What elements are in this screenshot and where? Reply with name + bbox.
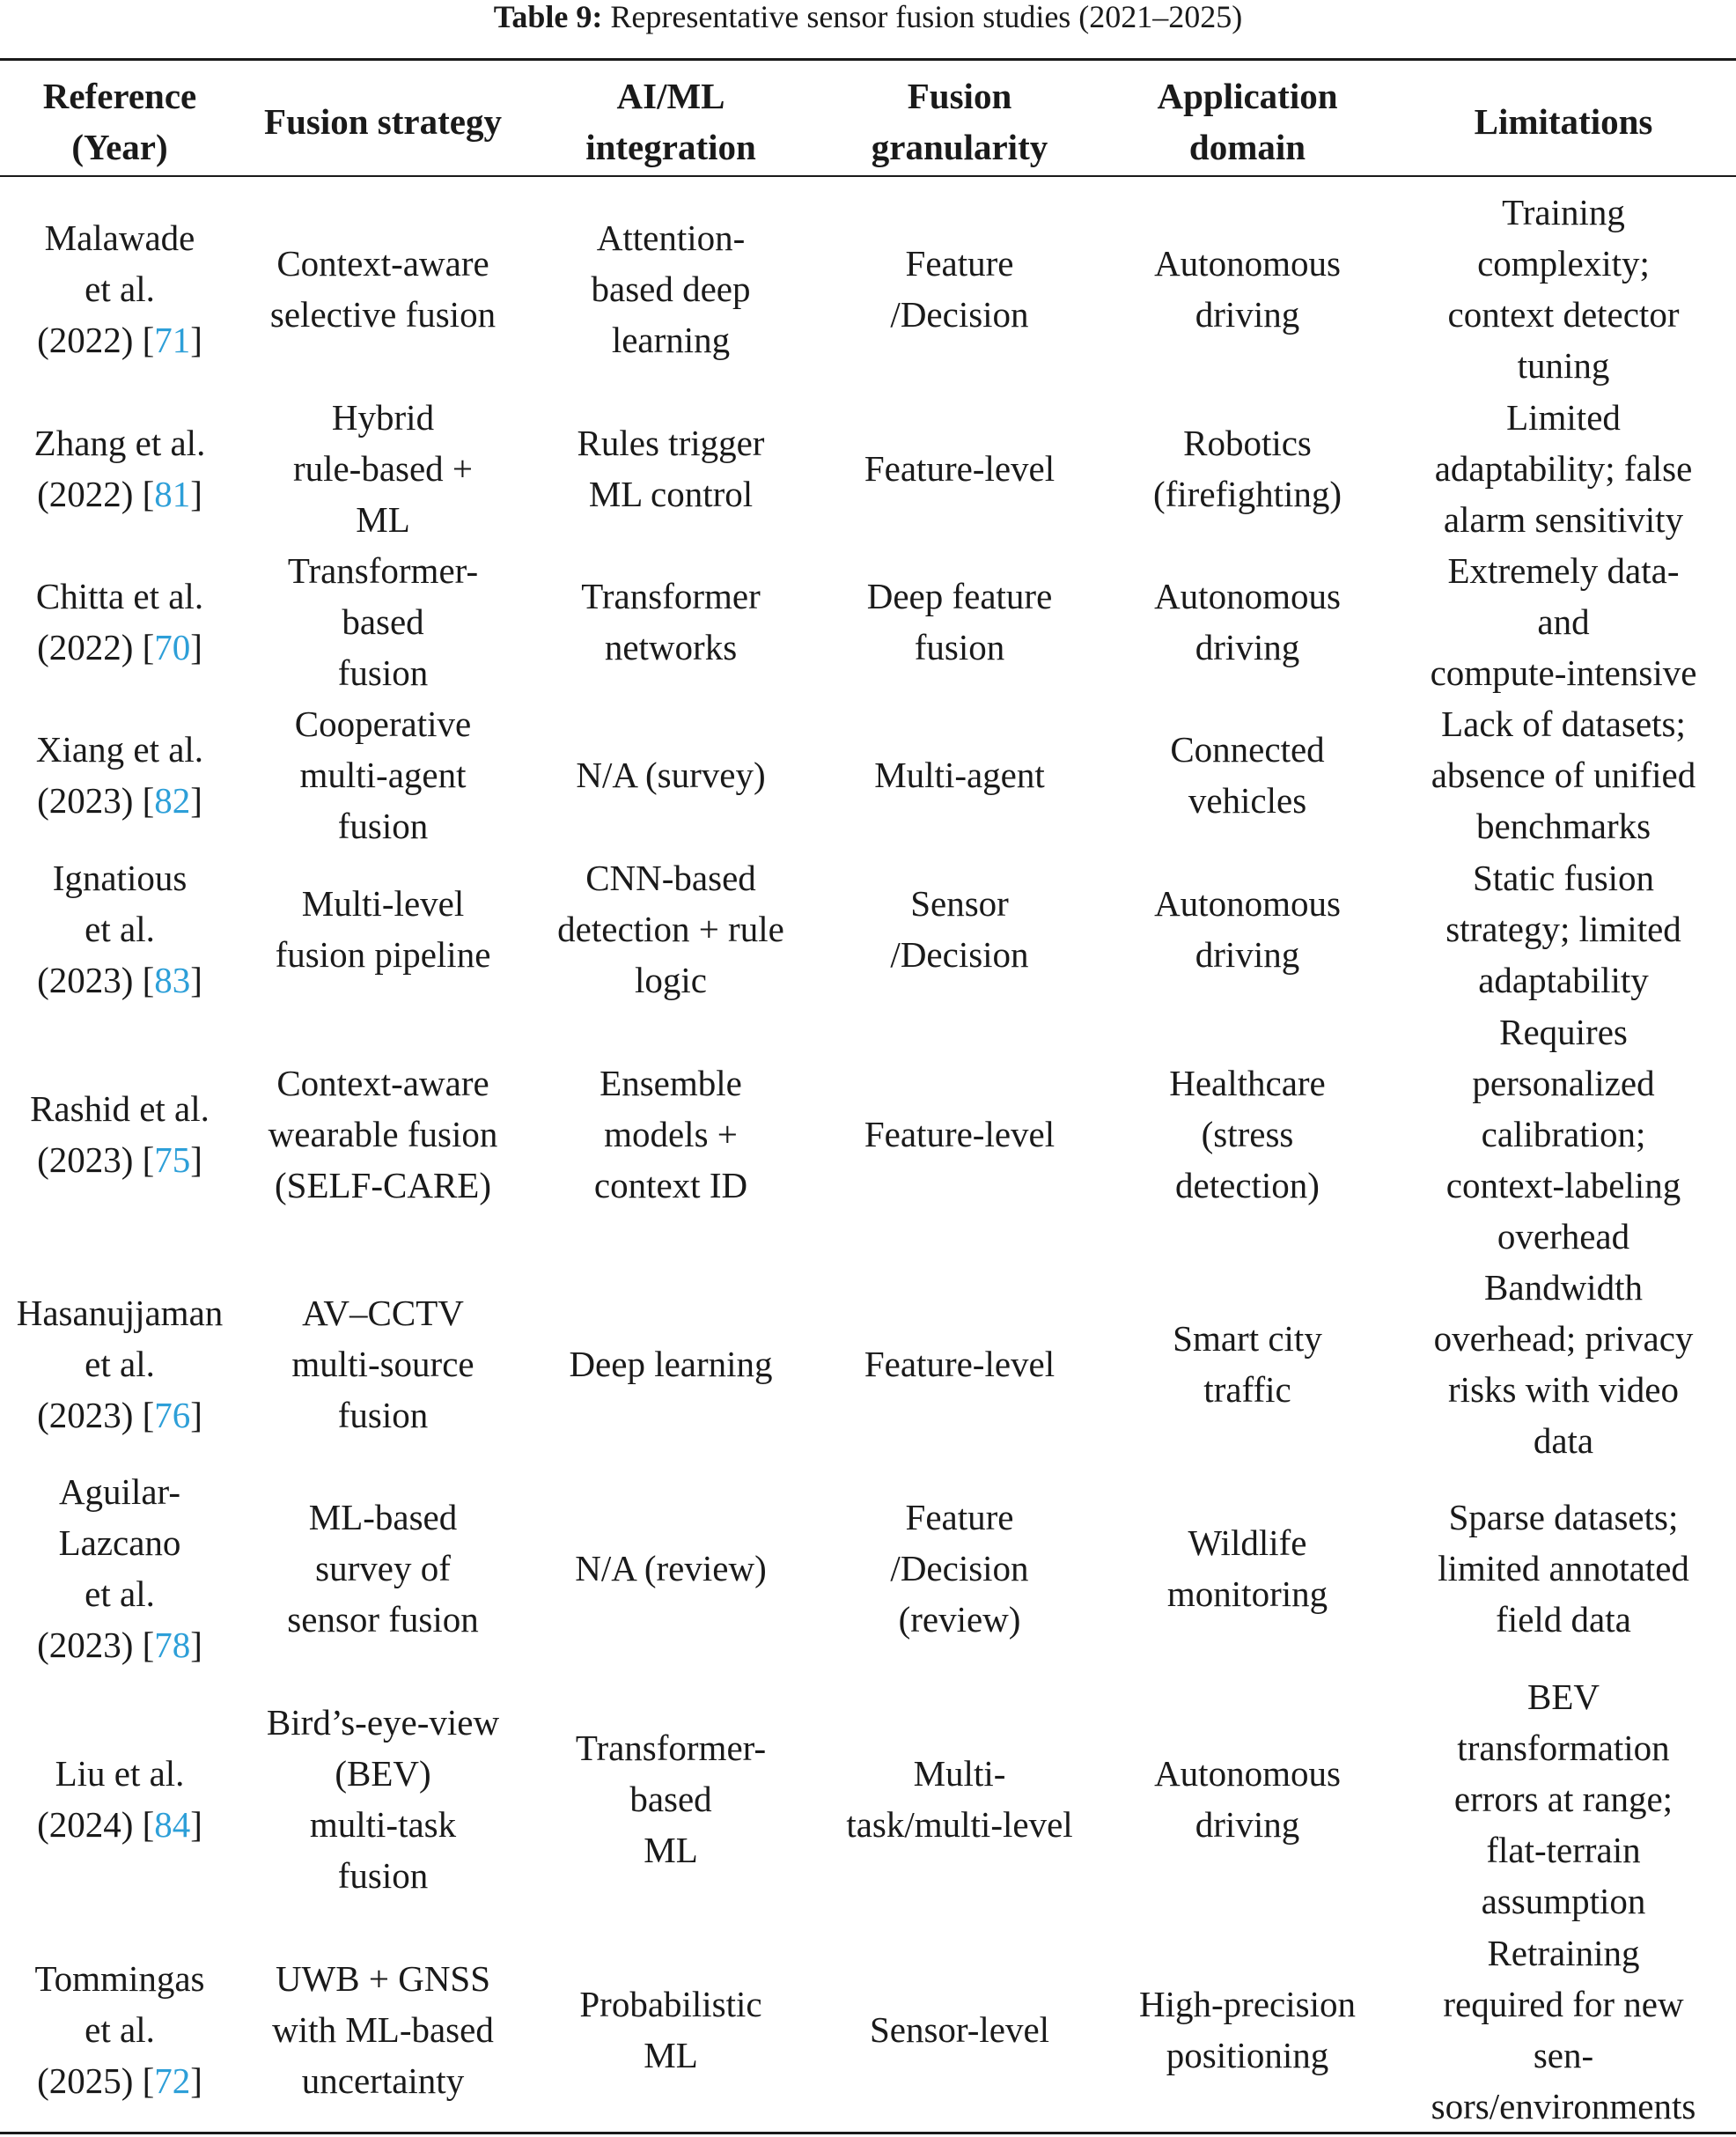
header-fusion-strategy: Fusion strategy xyxy=(264,100,502,142)
cell-line: driving xyxy=(1195,934,1300,975)
cell-line: monitoring xyxy=(1166,1573,1328,1614)
cell-line: (SELF-CARE) xyxy=(275,1165,491,1205)
cell-line: Lazcano xyxy=(58,1522,181,1563)
cell-line: fusion xyxy=(337,1855,429,1896)
cell-application-domain xyxy=(1104,1927,1391,2132)
cell-limitations xyxy=(1391,1262,1736,1466)
cell-line: N/A (review) xyxy=(575,1548,767,1588)
cell-application-domain xyxy=(1104,1006,1391,1262)
cell-line: Retraining xyxy=(1487,1933,1640,1973)
cell-line: /Decision xyxy=(890,1548,1029,1588)
cell-limitations xyxy=(1391,851,1736,1006)
cell-limitations xyxy=(1391,1927,1736,2132)
cell-line: adaptability xyxy=(1478,960,1649,1000)
cell-line: sensor fusion xyxy=(287,1599,479,1640)
cell-line: Robotics xyxy=(1183,423,1312,463)
cell-line: Requires xyxy=(1499,1012,1628,1052)
cell-limitations xyxy=(1391,698,1736,851)
cell-line: and xyxy=(1537,601,1590,642)
cell-line: overhead; privacy xyxy=(1433,1318,1694,1359)
cell-line: tuning xyxy=(1517,345,1610,386)
cell-line: Feature xyxy=(905,1497,1014,1537)
cell-fusion-granularity xyxy=(815,545,1104,698)
year-label: (2023) [ xyxy=(37,1625,155,1665)
cell-line: Feature xyxy=(905,243,1014,284)
cell-line: Training xyxy=(1502,192,1625,232)
cell-line: context detector xyxy=(1447,294,1680,335)
cell-line: Probabilistic xyxy=(579,1984,762,2024)
citation-bracket: ] xyxy=(190,780,202,821)
cell-reference xyxy=(0,698,239,851)
cell-reference xyxy=(0,392,239,545)
citation-link[interactable]: 81 xyxy=(154,474,191,514)
cell-fusion-strategy xyxy=(239,186,526,392)
cell-reference xyxy=(0,851,239,1006)
cell-line: Feature-level xyxy=(864,1344,1056,1384)
cell-line: Healthcare xyxy=(1169,1063,1326,1103)
cell-line: fusion xyxy=(337,806,429,846)
table-header xyxy=(0,67,1736,175)
cell-fusion-granularity xyxy=(815,392,1104,545)
cell-line: fusion xyxy=(914,627,1005,667)
cell-line: /Decision xyxy=(890,934,1029,975)
cell-line: Cooperative xyxy=(294,704,472,744)
cell-line: Extremely data- xyxy=(1447,550,1680,591)
cell-limitations xyxy=(1391,186,1736,392)
cell-line: (stress xyxy=(1201,1114,1294,1154)
cell-line: Xiang et al. xyxy=(35,729,204,770)
cell-line: Hasanujjaman xyxy=(16,1293,224,1333)
cell-line: et al. xyxy=(85,1344,155,1384)
cell-line: errors at range; xyxy=(1453,1779,1673,1819)
cell-line: Malawade xyxy=(44,217,195,258)
cell-line: Ensemble xyxy=(600,1063,742,1103)
cell-line: Bandwidth xyxy=(1484,1267,1643,1308)
cell-line: detection + rule xyxy=(557,909,784,949)
cell-reference xyxy=(0,1670,239,1927)
cell-line: traffic xyxy=(1203,1369,1291,1410)
cell-line: Chitta et al. xyxy=(35,576,204,616)
cell-line: learning xyxy=(611,320,731,360)
cell-line: et al. xyxy=(85,1573,155,1614)
citation-link[interactable]: 82 xyxy=(154,780,191,821)
cell-fusion-granularity xyxy=(815,1262,1104,1466)
cell-line: ML xyxy=(356,499,410,540)
cell-line: Multi- xyxy=(913,1753,1006,1794)
cell-aiml-integration xyxy=(526,1262,815,1466)
cell-line: detection) xyxy=(1175,1165,1320,1205)
cell-line: multi-source xyxy=(291,1344,474,1384)
cell-application-domain xyxy=(1104,392,1391,545)
cell-line: based xyxy=(342,601,424,642)
cell-line: ML-based xyxy=(308,1497,458,1537)
citation-link[interactable]: 84 xyxy=(154,1804,191,1845)
cell-application-domain xyxy=(1104,186,1391,392)
cell-line: Context-aware xyxy=(276,243,489,284)
cell-line: driving xyxy=(1195,627,1300,667)
cell-line: et al. xyxy=(85,2009,155,2050)
cell-fusion-granularity xyxy=(815,1670,1104,1927)
cell-line: uncertainty xyxy=(301,2060,465,2101)
cell-aiml-integration xyxy=(526,1006,815,1262)
cell-line: rule-based + xyxy=(292,448,474,489)
citation-bracket: ] xyxy=(190,960,202,1000)
cell-application-domain xyxy=(1104,1262,1391,1466)
citation-link[interactable]: 76 xyxy=(154,1395,191,1435)
cell-reference xyxy=(0,1927,239,2132)
cell-line: benchmarks xyxy=(1475,806,1651,846)
cell-reference xyxy=(0,1006,239,1262)
citation-link[interactable]: 75 xyxy=(154,1139,191,1180)
cell-line: transformation xyxy=(1457,1728,1670,1768)
cell-fusion-granularity xyxy=(815,1006,1104,1262)
cell-aiml-integration xyxy=(526,1466,815,1670)
cell-line: strategy; limited xyxy=(1445,909,1681,949)
citation-bracket: ] xyxy=(190,1395,202,1435)
cell-fusion-granularity xyxy=(815,698,1104,851)
cell-aiml-integration xyxy=(526,1670,815,1927)
cell-line: Context-aware xyxy=(276,1063,489,1103)
cell-limitations xyxy=(1391,392,1736,545)
cell-application-domain xyxy=(1104,1466,1391,1670)
year-label: (2022) [ xyxy=(37,320,155,360)
cell-line: overhead xyxy=(1497,1216,1630,1256)
cell-line: Ignatious xyxy=(52,858,188,898)
citation-bracket: ] xyxy=(190,320,202,360)
cell-line: Sensor-level xyxy=(869,2009,1050,2050)
citation-bracket: ] xyxy=(190,627,202,667)
cell-aiml-integration xyxy=(526,851,815,1006)
cell-line: calibration; xyxy=(1481,1114,1646,1154)
table-row xyxy=(0,392,1736,545)
cell-line: et al. xyxy=(85,269,155,309)
cell-line: multi-task xyxy=(309,1804,457,1845)
cell-line: assumption xyxy=(1481,1881,1646,1921)
cell-line: fusion xyxy=(337,1395,429,1435)
cell-line: et al. xyxy=(85,909,155,949)
cell-line: sors/environments xyxy=(1431,2086,1696,2126)
table-row xyxy=(0,1006,1736,1262)
cell-aiml-integration xyxy=(526,1927,815,2132)
cell-line: compute-intensive xyxy=(1430,652,1697,693)
table-row xyxy=(0,1927,1736,2132)
cell-fusion-strategy xyxy=(239,392,526,545)
cell-line: based deep xyxy=(591,269,751,309)
cell-fusion-granularity xyxy=(815,1466,1104,1670)
table-row xyxy=(0,545,1736,698)
top-rule xyxy=(0,58,1736,61)
cell-line: driving xyxy=(1195,294,1300,335)
citation-link[interactable]: 72 xyxy=(154,2060,191,2101)
cell-line: Tommingas xyxy=(34,1958,205,1999)
cell-line: Liu et al. xyxy=(55,1753,185,1794)
cell-line: Bird’s-eye-view xyxy=(266,1702,500,1743)
table-row xyxy=(0,1466,1736,1670)
cell-line: /Decision xyxy=(890,294,1029,335)
cell-line: Autonomous xyxy=(1154,243,1341,284)
cell-line: alarm sensitivity xyxy=(1443,499,1684,540)
cell-line: Autonomous xyxy=(1154,883,1341,924)
cell-application-domain xyxy=(1104,851,1391,1006)
header-fusion-granularity: Fusion granularity xyxy=(871,75,1048,167)
cell-line: driving xyxy=(1195,1804,1300,1845)
cell-line: N/A (survey) xyxy=(576,755,766,795)
citation-bracket: ] xyxy=(190,474,202,514)
cell-line: ML control xyxy=(588,474,754,514)
year-label: (2023) [ xyxy=(37,780,155,821)
cell-line: networks xyxy=(604,627,738,667)
caption-text: Representative sensor fusion studies (2021–2025) xyxy=(602,0,1243,34)
citation-bracket: ] xyxy=(190,1139,202,1180)
table-row xyxy=(0,1262,1736,1466)
cell-line: survey of xyxy=(315,1548,451,1588)
year-label: (2024) [ xyxy=(37,1804,155,1845)
cell-line: models + xyxy=(604,1114,738,1154)
cell-line: vehicles xyxy=(1188,780,1307,821)
cell-line: Smart city xyxy=(1173,1318,1322,1359)
cell-application-domain xyxy=(1104,698,1391,851)
cell-line: Rashid et al. xyxy=(30,1088,210,1129)
cell-line: Wildlife xyxy=(1188,1522,1307,1563)
citation-link[interactable]: 70 xyxy=(154,627,191,667)
table-body xyxy=(0,186,1736,2132)
cell-line: task/multi-level xyxy=(846,1804,1073,1845)
cell-line: Transformer- xyxy=(287,550,479,591)
cell-application-domain xyxy=(1104,1670,1391,1927)
cell-line: complexity; xyxy=(1477,243,1650,284)
cell-line: fusion xyxy=(337,652,429,693)
cell-line: Deep learning xyxy=(569,1344,773,1384)
cell-line: Multi-agent xyxy=(874,755,1045,795)
cell-line: Attention- xyxy=(596,217,746,258)
year-label: (2022) [ xyxy=(37,474,155,514)
cell-fusion-strategy xyxy=(239,1262,526,1466)
cell-line: Aguilar- xyxy=(58,1471,181,1512)
cell-line: Sparse datasets; xyxy=(1448,1497,1679,1537)
caption-label: Table 9: xyxy=(493,0,603,34)
cell-line: logic xyxy=(635,960,707,1000)
cell-line: based xyxy=(629,1779,712,1819)
cell-line: AV–CCTV xyxy=(302,1293,464,1333)
cell-line: required for new xyxy=(1443,1984,1684,2024)
cell-line: data xyxy=(1533,1420,1594,1461)
cell-aiml-integration xyxy=(526,545,815,698)
year-label: (2022) [ xyxy=(37,627,155,667)
cell-fusion-granularity xyxy=(815,186,1104,392)
cell-line: Connected xyxy=(1170,729,1325,770)
cell-line: Autonomous xyxy=(1154,1753,1341,1794)
table-row xyxy=(0,1670,1736,1927)
cell-line: field data xyxy=(1496,1599,1631,1640)
year-label: (2025) [ xyxy=(37,2060,155,2101)
cell-fusion-granularity xyxy=(815,1927,1104,2132)
cell-line: Sensor xyxy=(910,883,1009,924)
cell-line: Autonomous xyxy=(1154,576,1341,616)
cell-fusion-strategy xyxy=(239,1466,526,1670)
cell-line: BEV xyxy=(1527,1676,1600,1717)
year-label: (2023) [ xyxy=(37,1395,155,1435)
cell-line: context-labeling xyxy=(1445,1165,1681,1205)
citation-bracket: ] xyxy=(190,1804,202,1845)
cell-line: with ML-based xyxy=(272,2009,494,2050)
cell-line: risks with video xyxy=(1448,1369,1679,1410)
header-aiml-integration: AI/ML integration xyxy=(585,75,756,167)
cell-line: ML xyxy=(644,1830,698,1870)
citation-link[interactable]: 78 xyxy=(154,1625,191,1665)
cell-line: Static fusion xyxy=(1472,858,1655,898)
cell-aiml-integration xyxy=(526,186,815,392)
cell-limitations xyxy=(1391,1670,1736,1927)
cell-line: sen- xyxy=(1533,2035,1594,2075)
cell-line: fusion pipeline xyxy=(275,934,491,975)
cell-line: adaptability; false xyxy=(1434,448,1693,489)
cell-line: (BEV) xyxy=(335,1753,431,1794)
table-row xyxy=(0,186,1736,392)
cell-fusion-strategy xyxy=(239,545,526,698)
cell-aiml-integration xyxy=(526,392,815,545)
cell-line: CNN-based xyxy=(585,858,756,898)
cell-line: Transformer xyxy=(581,576,761,616)
cell-line: Feature-level xyxy=(864,448,1056,489)
cell-fusion-strategy xyxy=(239,698,526,851)
bottom-rule xyxy=(0,2132,1736,2134)
header-limitations: Limitations xyxy=(1474,100,1653,142)
header-reference: Reference (Year) xyxy=(42,75,197,167)
table-row xyxy=(0,698,1736,851)
cell-limitations xyxy=(1391,1006,1736,1262)
cell-reference xyxy=(0,1262,239,1466)
citation-bracket: ] xyxy=(190,1625,202,1665)
cell-line: Zhang et al. xyxy=(33,423,206,463)
header-application-domain: Application domain xyxy=(1157,75,1338,167)
cell-fusion-granularity xyxy=(815,851,1104,1006)
cell-line: UWB + GNSS xyxy=(275,1958,491,1999)
cell-line: Transformer- xyxy=(575,1728,767,1768)
table-row xyxy=(0,851,1736,1006)
cell-reference xyxy=(0,545,239,698)
cell-fusion-strategy xyxy=(239,1927,526,2132)
cell-line: (review) xyxy=(898,1599,1021,1640)
cell-line: Lack of datasets; xyxy=(1441,704,1686,744)
cell-line: context ID xyxy=(593,1165,748,1205)
cell-reference xyxy=(0,186,239,392)
cell-line: wearable fusion xyxy=(268,1114,498,1154)
cell-fusion-strategy xyxy=(239,1670,526,1927)
year-label: (2023) [ xyxy=(37,1139,155,1180)
year-label: (2023) [ xyxy=(37,960,155,1000)
citation-link[interactable]: 83 xyxy=(154,960,191,1000)
header-rule xyxy=(0,175,1736,177)
cell-line: positioning xyxy=(1166,2035,1329,2075)
cell-line: absence of unified xyxy=(1431,755,1696,795)
cell-line: flat-terrain xyxy=(1486,1830,1641,1870)
citation-link[interactable]: 71 xyxy=(154,320,191,360)
cell-line: Rules trigger xyxy=(577,423,765,463)
cell-line: selective fusion xyxy=(269,294,497,335)
cell-line: personalized xyxy=(1472,1063,1655,1103)
cell-fusion-strategy xyxy=(239,851,526,1006)
cell-line: Deep feature xyxy=(866,576,1053,616)
cell-line: High-precision xyxy=(1139,1984,1356,2024)
cell-application-domain xyxy=(1104,545,1391,698)
cell-fusion-strategy xyxy=(239,1006,526,1262)
cell-line: Limited xyxy=(1506,397,1621,438)
cell-limitations xyxy=(1391,545,1736,698)
cell-reference xyxy=(0,1466,239,1670)
cell-line: Feature-level xyxy=(864,1114,1056,1154)
cell-line: multi-agent xyxy=(299,755,467,795)
citation-bracket: ] xyxy=(190,2060,202,2101)
cell-line: (firefighting) xyxy=(1152,474,1342,514)
cell-line: Hybrid xyxy=(331,397,435,438)
cell-aiml-integration xyxy=(526,698,815,851)
table-caption xyxy=(0,0,1736,33)
cell-line: ML xyxy=(644,2035,698,2075)
cell-line: Multi-level xyxy=(301,883,465,924)
cell-line: limited annotated xyxy=(1438,1548,1689,1588)
cell-limitations xyxy=(1391,1466,1736,1670)
